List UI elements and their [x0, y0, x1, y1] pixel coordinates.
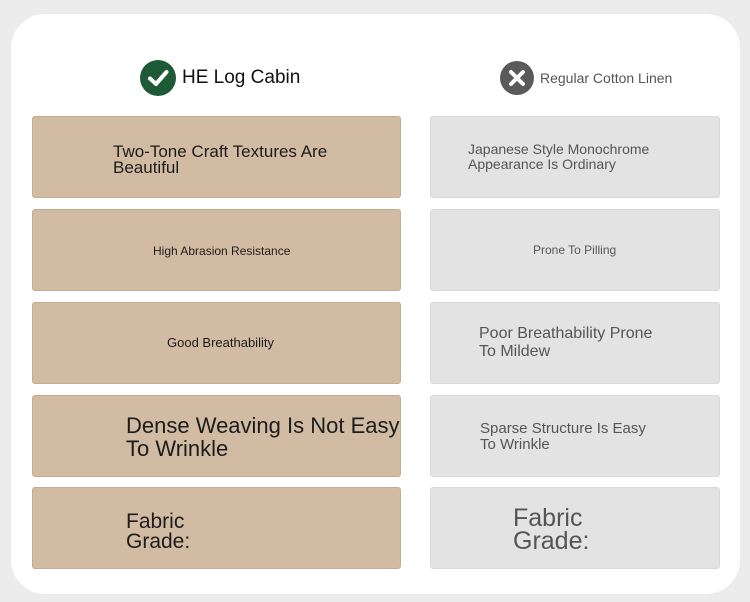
right-cell-text: Japanese Style Monochrome Appearance Is Ordinary — [468, 141, 650, 172]
left-cell-text: Two-Tone Craft Textures Are Beautiful — [113, 142, 328, 177]
left-cell-wrinkle — [32, 395, 401, 477]
left-cell-aesthetics — [32, 116, 401, 198]
left-column-title: HE Log Cabin — [182, 67, 301, 88]
right-cell-text: Sparse Structure Is Easy To Wrinkle — [480, 420, 646, 453]
right-cell-text: Prone To Pilling — [533, 243, 617, 257]
left-cell-text: Dense Weaving Is Not Easy To Wrinkle — [126, 413, 400, 461]
right-cell-text: Poor Breathability Prone To Mildew — [479, 325, 653, 360]
left-column-header — [140, 60, 300, 96]
check-icon — [140, 60, 176, 96]
right-cell-pilling — [430, 209, 720, 291]
left-cell-text: Fabric Grade: — [126, 510, 191, 553]
left-cell-breathability — [32, 302, 401, 384]
left-cell-text: Good Breathability — [167, 335, 274, 350]
right-cell-breathability — [430, 302, 720, 384]
right-cell-aesthetics — [430, 116, 720, 198]
left-cell-grade — [32, 487, 401, 569]
right-column-header — [500, 60, 672, 96]
close-icon — [500, 61, 534, 95]
right-column-title: Regular Cotton Linen — [540, 70, 673, 86]
right-cell-wrinkle — [430, 395, 720, 477]
left-cell-abrasion — [32, 209, 401, 291]
right-cell-text: Fabric Grade: — [513, 504, 590, 555]
left-cell-text: High Abrasion Resistance — [153, 244, 291, 258]
right-cell-grade — [430, 487, 720, 569]
